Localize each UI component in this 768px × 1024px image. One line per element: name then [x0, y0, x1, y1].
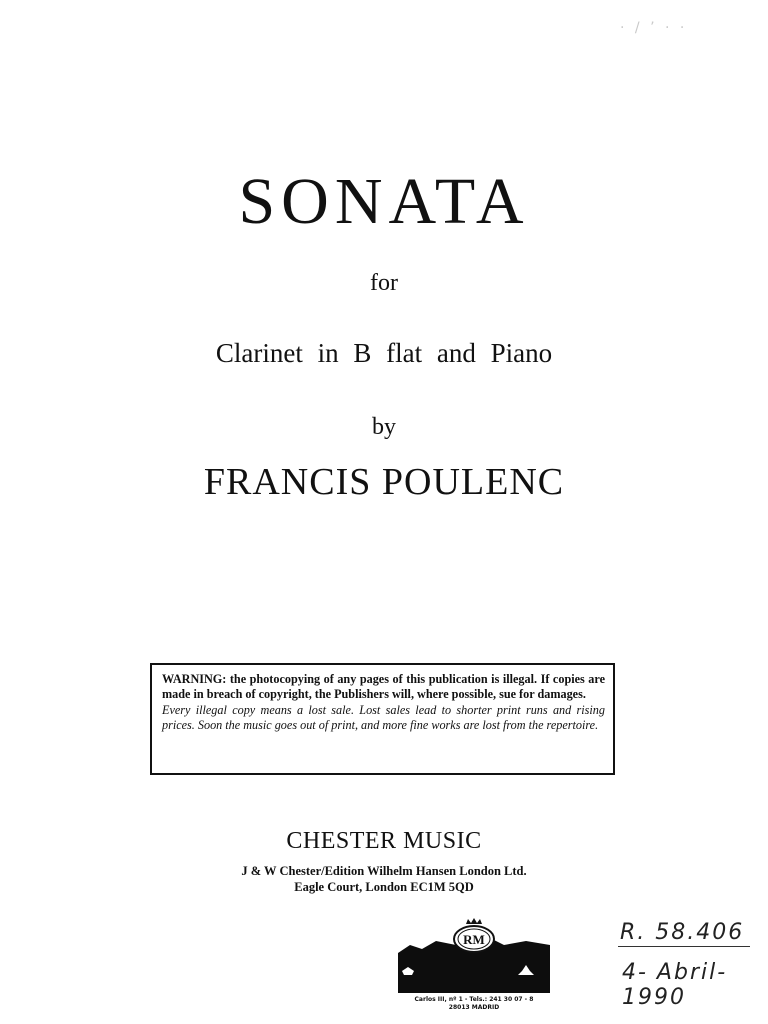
- retailer-address-line1: Carlos III, nº 1 - Tels.: 241 30 07 - 8: [414, 996, 534, 1003]
- by-label: by: [372, 414, 396, 440]
- retailer-stamp-graphic: [396, 915, 552, 995]
- composer-name: FRANCIS POULENC: [203, 461, 565, 503]
- warning-legal-text: WARNING: the photocopying of any pages of this publication is illegal. If copies are made in breach of copyright, the Publishers will, where possible, sue for damages.: [162, 672, 605, 701]
- for-label: for: [370, 270, 398, 296]
- instrumentation: Clarinet in B flat and Piano: [215, 338, 553, 368]
- retailer-stamp: [396, 915, 552, 995]
- handwritten-underline: [618, 946, 750, 947]
- rm-logo-text: RM: [463, 932, 485, 947]
- work-title: SONATA: [238, 165, 530, 238]
- handwritten-catalog-number: R. 58.406: [620, 920, 745, 945]
- warning-italic-text: Every illegal copy means a lost sale. Lost sales lead to shorter print runs and rising prices. Soon the music goes out of print, and more fine works are lost from the repertoire.: [162, 703, 605, 732]
- publisher-address-line1: J & W Chester/Edition Wilhelm Hansen London Ltd.: [241, 864, 527, 878]
- publisher-address-line2: Eagle Court, London EC1M 5QD: [294, 880, 474, 894]
- retailer-address-line2: 28013 MADRID: [448, 1004, 500, 1011]
- handwritten-date: 4- Abril- 1990: [622, 960, 728, 1010]
- faint-stamp-mark: · / ’ · ·: [620, 20, 688, 36]
- publisher-name: CHESTER MUSIC: [286, 828, 482, 854]
- copyright-warning-box: [150, 663, 615, 775]
